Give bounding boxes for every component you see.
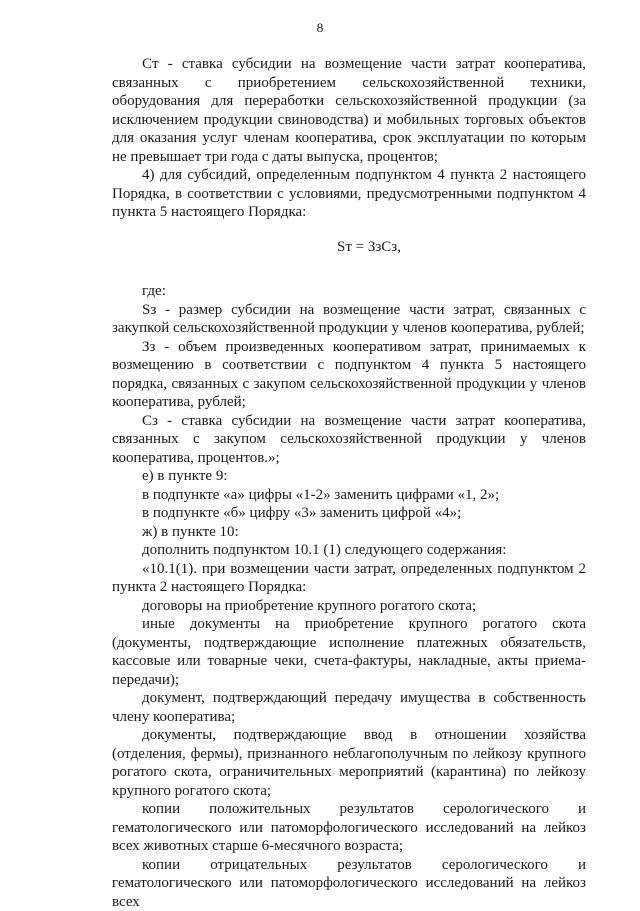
paragraph-transfer-doc: документ, подтверждающий передачу имущества в собственность члену кооператива; — [112, 689, 586, 726]
document-body — [112, 55, 586, 911]
paragraph-subitem-b: в подпункте «б» цифру «3» заменить цифрой «4»; — [112, 504, 586, 523]
paragraph-quarantine-docs: документы, подтверждающие ввод в отношении хозяйства (отделения, фермы), признанного неблагополучным по лейкозу крупного рогатого скота, ограничительных мероприятий (карантина) по лейкозу крупного рогатого скота; — [112, 726, 586, 800]
paragraph-sz-definition: Sз - размер субсидии на возмещение части затрат, связанных с закупкой сельскохозяйственной продукции у членов кооператива, рублей; — [112, 301, 586, 338]
paragraph-item-e: е) в пункте 9: — [112, 467, 586, 486]
paragraph-ct-definition: Cт - ставка субсидии на возмещение части затрат кооператива, связанных с приобретением сельскохозяйственной техники, оборудования для переработки сельскохозяйственной продукции (за исключением продукции свиноводства) и мобильных торговых объектов для оказания услуг членам кооператива, срок эксплуатации по которым не превышает три года с даты выпуска, процентов; — [112, 55, 586, 166]
paragraph-where: где: — [112, 282, 586, 301]
paragraph-zz-definition: Зз - объем произведенных кооперативом затрат, принимаемых к возмещению в соответствии с подпунктом 4 пункта 5 настоящего порядка, связанных с закупом сельскохозяйственной продукции у членов кооператива, рублей; — [112, 338, 586, 412]
paragraph-cz-definition: Cз - ставка субсидии на возмещение части затрат кооператива, связанных с закупом сельскохозяйственной продукции у членов кооператива, процентов.»; — [112, 412, 586, 468]
paragraph-contracts: договоры на приобретение крупного рогатого скота; — [112, 597, 586, 616]
page-number: 8 — [0, 20, 640, 36]
paragraph-negative-results: копии отрицательных результатов серологического и гематологического или патоморфологического исследований на лейкоз всех — [112, 856, 586, 911]
formula: Sт = ЗзCз, — [112, 238, 586, 257]
paragraph-subitem-a: в подпункте «а» цифры «1-2» заменить цифрами «1, 2»; — [112, 486, 586, 505]
paragraph-item-4: 4) для субсидий, определенным подпунктом 4 пункта 2 настоящего Порядка, в соответствии с условиями, предусмотренными подпунктом 4 пункта 5 настоящего Порядка: — [112, 166, 586, 222]
paragraph-item-zh: ж) в пункте 10: — [112, 523, 586, 542]
paragraph-add-subitem: дополнить подпунктом 10.1 (1) следующего содержания: — [112, 541, 586, 560]
paragraph-positive-results: копии положительных результатов серологического и гематологического или патоморфологического исследований на лейкоз всех животных старше 6-месячного возраста; — [112, 800, 586, 856]
paragraph-10-1-1: «10.1(1). при возмещении части затрат, определенных подпунктом 2 пункта 2 настоящего Порядка: — [112, 560, 586, 597]
paragraph-other-docs: иные документы на приобретение крупного рогатого скота (документы, подтверждающие исполнение платежных обязательств, кассовые или товарные чеки, счета-фактуры, накладные, акты приема-передачи); — [112, 615, 586, 689]
